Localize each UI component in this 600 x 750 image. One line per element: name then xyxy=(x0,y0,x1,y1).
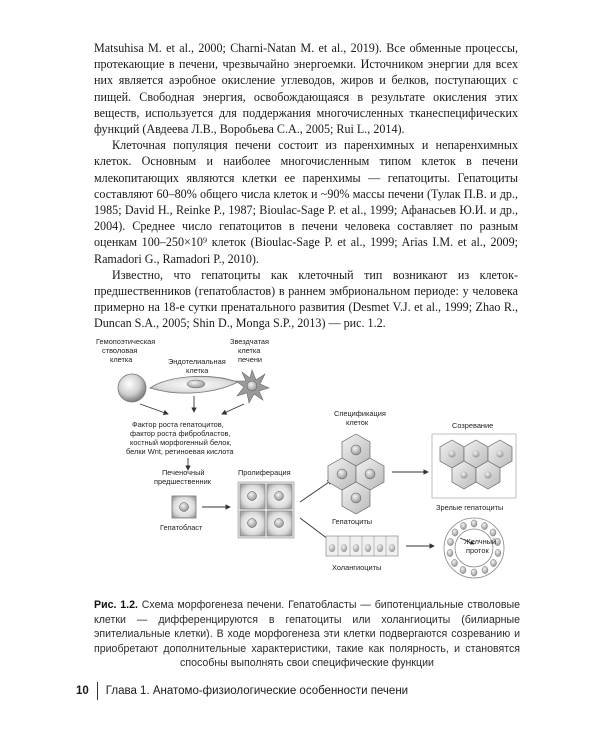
morphogenesis-diagram xyxy=(88,330,528,582)
proliferating-cells-icon xyxy=(238,482,294,538)
paragraph-2: Клеточная популяция печени состоит из паренхимных и непаренхимных клеток. Основным и наиболее многочисленным типом клеток в печени млекопитающих являются клетки ее паренхимы — гепатоциты. Гепатоциты составляют 60–80% общего числа клеток и ~90% массы печени (Тулак П.В. и др., 1985; David H., Reinke P., 1987; Bioulac-Sage P. et al., 1999; Афанасьев Ю.И. и др., 2004). Среднее число гепатоцитов в печени человека составляет по разным оценкам 100–250×10⁹ клеток (Bioulac-Sage P. et al., 1999; Arias I.M. et al., 2009; Ramadori G., Ramadori P., 2010). xyxy=(94,138,518,266)
hepatocytes-label: Гепатоциты xyxy=(332,517,373,526)
caption-label: Рис. 1.2. xyxy=(94,599,138,611)
caption-text: Схема морфогенеза печени. Гепатобласты — бипотенциальные стволовые клетки — дифференцируются в гепатоциты или холангиоциты (билиарные эпителиальные клетки). В ходе морфогенеза эти клетки подвергаются созреванию и приобретают дополнительные характеристики, такие как полярность, и становятся способны выполнять свои специфические функции xyxy=(94,599,520,670)
endothelial-label xyxy=(168,357,226,375)
hepatoblast-cell-icon xyxy=(172,496,196,518)
svg-text:Гемопоэтическая: Гемопоэтическая xyxy=(96,337,156,346)
cholangiocytes-icon xyxy=(326,536,398,556)
svg-text:костный морфогенный белок,: костный морфогенный белок, xyxy=(130,438,232,447)
precursor-label xyxy=(154,468,212,486)
svg-text:Желчный: Желчный xyxy=(464,537,497,546)
specification-label xyxy=(334,409,386,427)
stellate-cell-icon xyxy=(236,370,269,403)
hsc-label xyxy=(96,337,155,364)
svg-text:Эндотелиальная: Эндотелиальная xyxy=(168,357,226,366)
stellate-label xyxy=(230,337,269,364)
svg-text:Печеночный: Печеночный xyxy=(162,468,205,477)
svg-text:клетка: клетка xyxy=(238,346,261,355)
svg-text:клеток: клеток xyxy=(346,418,369,427)
figure-liver-morphogenesis xyxy=(88,330,528,582)
body-text xyxy=(94,40,518,332)
page-number: 10 xyxy=(76,685,89,697)
proliferation-label: Пролиферация xyxy=(238,468,291,477)
svg-text:Спецификация: Спецификация xyxy=(334,409,386,418)
svg-text:Фактор роста гепатоцитов,: Фактор роста гепатоцитов, xyxy=(132,420,224,429)
maturation-label: Созревание xyxy=(452,421,494,430)
growth-factors-label xyxy=(126,420,234,456)
svg-text:печени: печени xyxy=(238,355,263,364)
paragraph-3: Известно, что гепатоциты как клеточный тип возникают из клеток-предшественников (гепатобластов) в раннем эмбриональном периоде: у человека примерно на 18-е сутки пренатального развития (Desmet V.J. et al., 1999; Zhao R., Duncan S.A., 2005; Shin D., Monga S.P., 2013) — рис. 1.2. xyxy=(94,267,518,331)
hepatoblast-label: Гепатобласт xyxy=(160,523,203,532)
figure-caption xyxy=(94,598,520,671)
mature-hepatocytes-label: Зрелые гепатоциты xyxy=(436,503,504,512)
page-footer xyxy=(76,680,408,702)
svg-text:клетка: клетка xyxy=(186,366,209,375)
mature-hepatocytes-icon xyxy=(432,434,516,498)
paragraph-1: Matsuhisa M. et al., 2000; Charni-Natan M. et al., 2019). Все обменные процессы, протекающие в печени, чрезвычайно энергоемки. Источником энергии для всех них является аэробное окисление углеводов, жиров и белков, поступающих с пищей. Свободная энергия, освобождающаяся в результате окисления этих веществ, используется для поддержания многочисленных тканеспецифических функций (Авдеева Л.В., Воробьева С.А., 2005; Rui L., 2014). xyxy=(94,41,518,137)
hsc-cell-icon xyxy=(118,374,146,402)
chapter-title: Глава 1. Анатомо-физиологические особенности печени xyxy=(105,685,409,697)
svg-text:Звездчатая: Звездчатая xyxy=(230,337,270,346)
cholangiocytes-label: Холангиоциты xyxy=(332,563,382,572)
hepatocyte-cluster-icon xyxy=(328,434,384,514)
svg-text:белки Wnt, ретиноевая кислота: белки Wnt, ретиноевая кислота xyxy=(126,447,234,456)
svg-text:стволовая: стволовая xyxy=(102,346,138,355)
svg-text:клетка: клетка xyxy=(110,355,133,364)
svg-text:предшественник: предшественник xyxy=(154,477,211,486)
footer-divider xyxy=(97,682,98,700)
svg-text:фактор роста фибробластов,: фактор роста фибробластов, xyxy=(130,429,231,438)
svg-text:проток: проток xyxy=(466,546,489,555)
endothelial-cell-icon xyxy=(150,376,238,393)
